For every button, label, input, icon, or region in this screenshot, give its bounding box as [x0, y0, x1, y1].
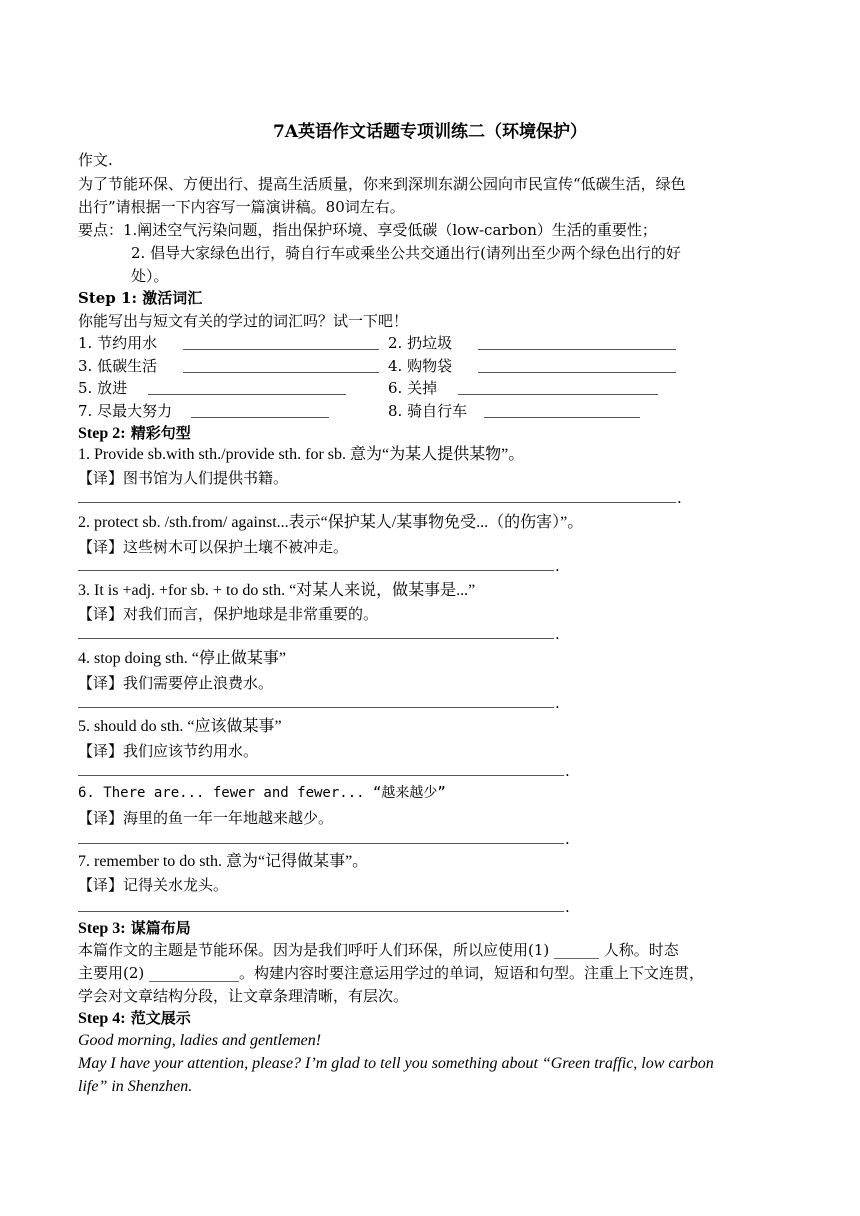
vocab-item-4: 4. 购物袋	[388, 357, 453, 375]
answer-dot-6: .	[565, 830, 570, 848]
vocab-blank-8[interactable]	[484, 417, 640, 418]
vocab-item-3: 3. 低碳生活	[78, 357, 158, 375]
translate-6: 【译】海里的鱼一年一年地越来越少。	[78, 809, 334, 827]
prompt-line-2: 出行”请根据一下内容写一篇演讲稿。80词左右。	[78, 198, 405, 216]
points-line-1: 要点：1.阐述空气污染问题，指出保护环境、享受低碳（low-carbon）生活的重要性；	[78, 221, 657, 239]
step3-heading-cn: 谋篇布局	[130, 919, 191, 937]
step4-heading-en: Step 4:	[78, 1010, 126, 1027]
vocab-item-7: 7. 尽最大努力	[78, 402, 173, 420]
step2-heading-cn: 精彩句型	[130, 424, 191, 442]
vocab-item-2: 2. 扔垃圾	[388, 334, 453, 352]
answer-dot-7: .	[565, 898, 570, 916]
vocab-blank-2[interactable]	[478, 349, 676, 350]
translate-4: 【译】我们需要停止浪费水。	[78, 674, 274, 692]
points-line-2: 2. 倡导大家绿色出行，骑自行车或乘坐公共交通出行(请列出至少两个绿色出行的好	[131, 244, 681, 262]
step4-heading-cn: 范文展示	[130, 1009, 191, 1027]
answer-line-3[interactable]	[78, 638, 554, 639]
vocab-blank-7[interactable]	[191, 417, 329, 418]
vocab-blank-5[interactable]	[148, 394, 346, 395]
step3-heading-en: Step 3:	[78, 920, 126, 937]
step1-heading: Step 1: 激活词汇	[78, 289, 203, 307]
step2-heading-en: Step 2:	[78, 425, 126, 442]
prompt-line-1: 为了节能环保、方便出行、提高生活质量，你来到深圳东湖公园向市民宣传“低碳生活，绿色	[78, 175, 686, 193]
answer-line-5[interactable]	[78, 775, 564, 776]
answer-line-6[interactable]	[78, 843, 564, 844]
pattern-2: 2. protect sb. /sth.from/ against...表示“保护某人/某事物免受...（的伤害）”。	[78, 514, 584, 531]
answer-line-4[interactable]	[78, 707, 554, 708]
step2-heading	[78, 423, 191, 444]
composition-label: 作文.	[78, 151, 113, 169]
pattern-5: 5. should do sth. “应该做某事”	[78, 718, 282, 735]
answer-dot-3: .	[555, 625, 560, 643]
step3-line-1: 本篇作文的主题是节能环保。因为是我们呼吁人们环保，所以应使用(1) ______ 人称。时态	[78, 941, 679, 959]
translate-2: 【译】这些树木可以保护土壤不被冲走。	[78, 538, 349, 556]
answer-dot-2: .	[555, 557, 560, 575]
vocab-item-8: 8. 骑自行车	[388, 402, 468, 420]
pattern-4: 4. stop doing sth. “停止做某事”	[78, 650, 286, 667]
answer-dot-5: .	[565, 762, 570, 780]
sample-line-1: Good morning, ladies and gentlemen!	[78, 1032, 322, 1049]
translate-3: 【译】对我们而言，保护地球是非常重要的。	[78, 605, 379, 623]
page-title: 7A英语作文话题专项训练二（环境保护）	[272, 122, 588, 142]
vocab-item-5: 5. 放进	[78, 379, 128, 397]
answer-line-7[interactable]	[78, 911, 564, 912]
vocab-item-6: 6. 关掉	[388, 379, 438, 397]
pattern-6: 6. There are... fewer and fewer... “越来越少”	[78, 785, 446, 801]
pattern-1: 1. Provide sb.with sth./provide sth. for sb. 意为“为某人提供某物”。	[78, 446, 525, 463]
pattern-3: 3. It is +adj. +for sb. + to do sth. “对某人来说，做某事是...”	[78, 582, 476, 599]
vocab-blank-3[interactable]	[183, 372, 379, 373]
translate-5: 【译】我们应该节约用水。	[78, 742, 259, 760]
sample-line-3: life” in Shenzhen.	[78, 1078, 193, 1095]
step3-line-3: 学会对文章结构分段，让文章条理清晰，有层次。	[78, 987, 409, 1005]
vocab-blank-1[interactable]	[183, 349, 379, 350]
sample-line-2: May I have your attention, please? I’m glad to tell you something about “Green traffic, low carbon	[78, 1055, 714, 1072]
step1-prompt: 你能写出与短文有关的学过的词汇吗？试一下吧！	[78, 312, 409, 330]
step3-line-2: 主要用(2) ____________。构建内容时要注意运用学过的单词，短语和句型。注重上下文连贯，	[78, 964, 705, 982]
vocab-item-1: 1. 节约用水	[78, 334, 158, 352]
answer-line-1[interactable]	[78, 502, 676, 503]
vocab-blank-6[interactable]	[458, 394, 658, 395]
answer-dot-1: .	[677, 489, 682, 507]
answer-dot-4: .	[555, 694, 560, 712]
pattern-7: 7. remember to do sth. 意为“记得做某事”。	[78, 853, 369, 870]
step3-heading	[78, 918, 191, 939]
translate-1: 【译】图书馆为人们提供书籍。	[78, 469, 289, 487]
points-line-3: 处）。	[131, 267, 169, 285]
vocab-blank-4[interactable]	[478, 372, 676, 373]
step4-heading	[78, 1008, 191, 1029]
answer-line-2[interactable]	[78, 570, 554, 571]
translate-7: 【译】记得关水龙头。	[78, 876, 229, 894]
